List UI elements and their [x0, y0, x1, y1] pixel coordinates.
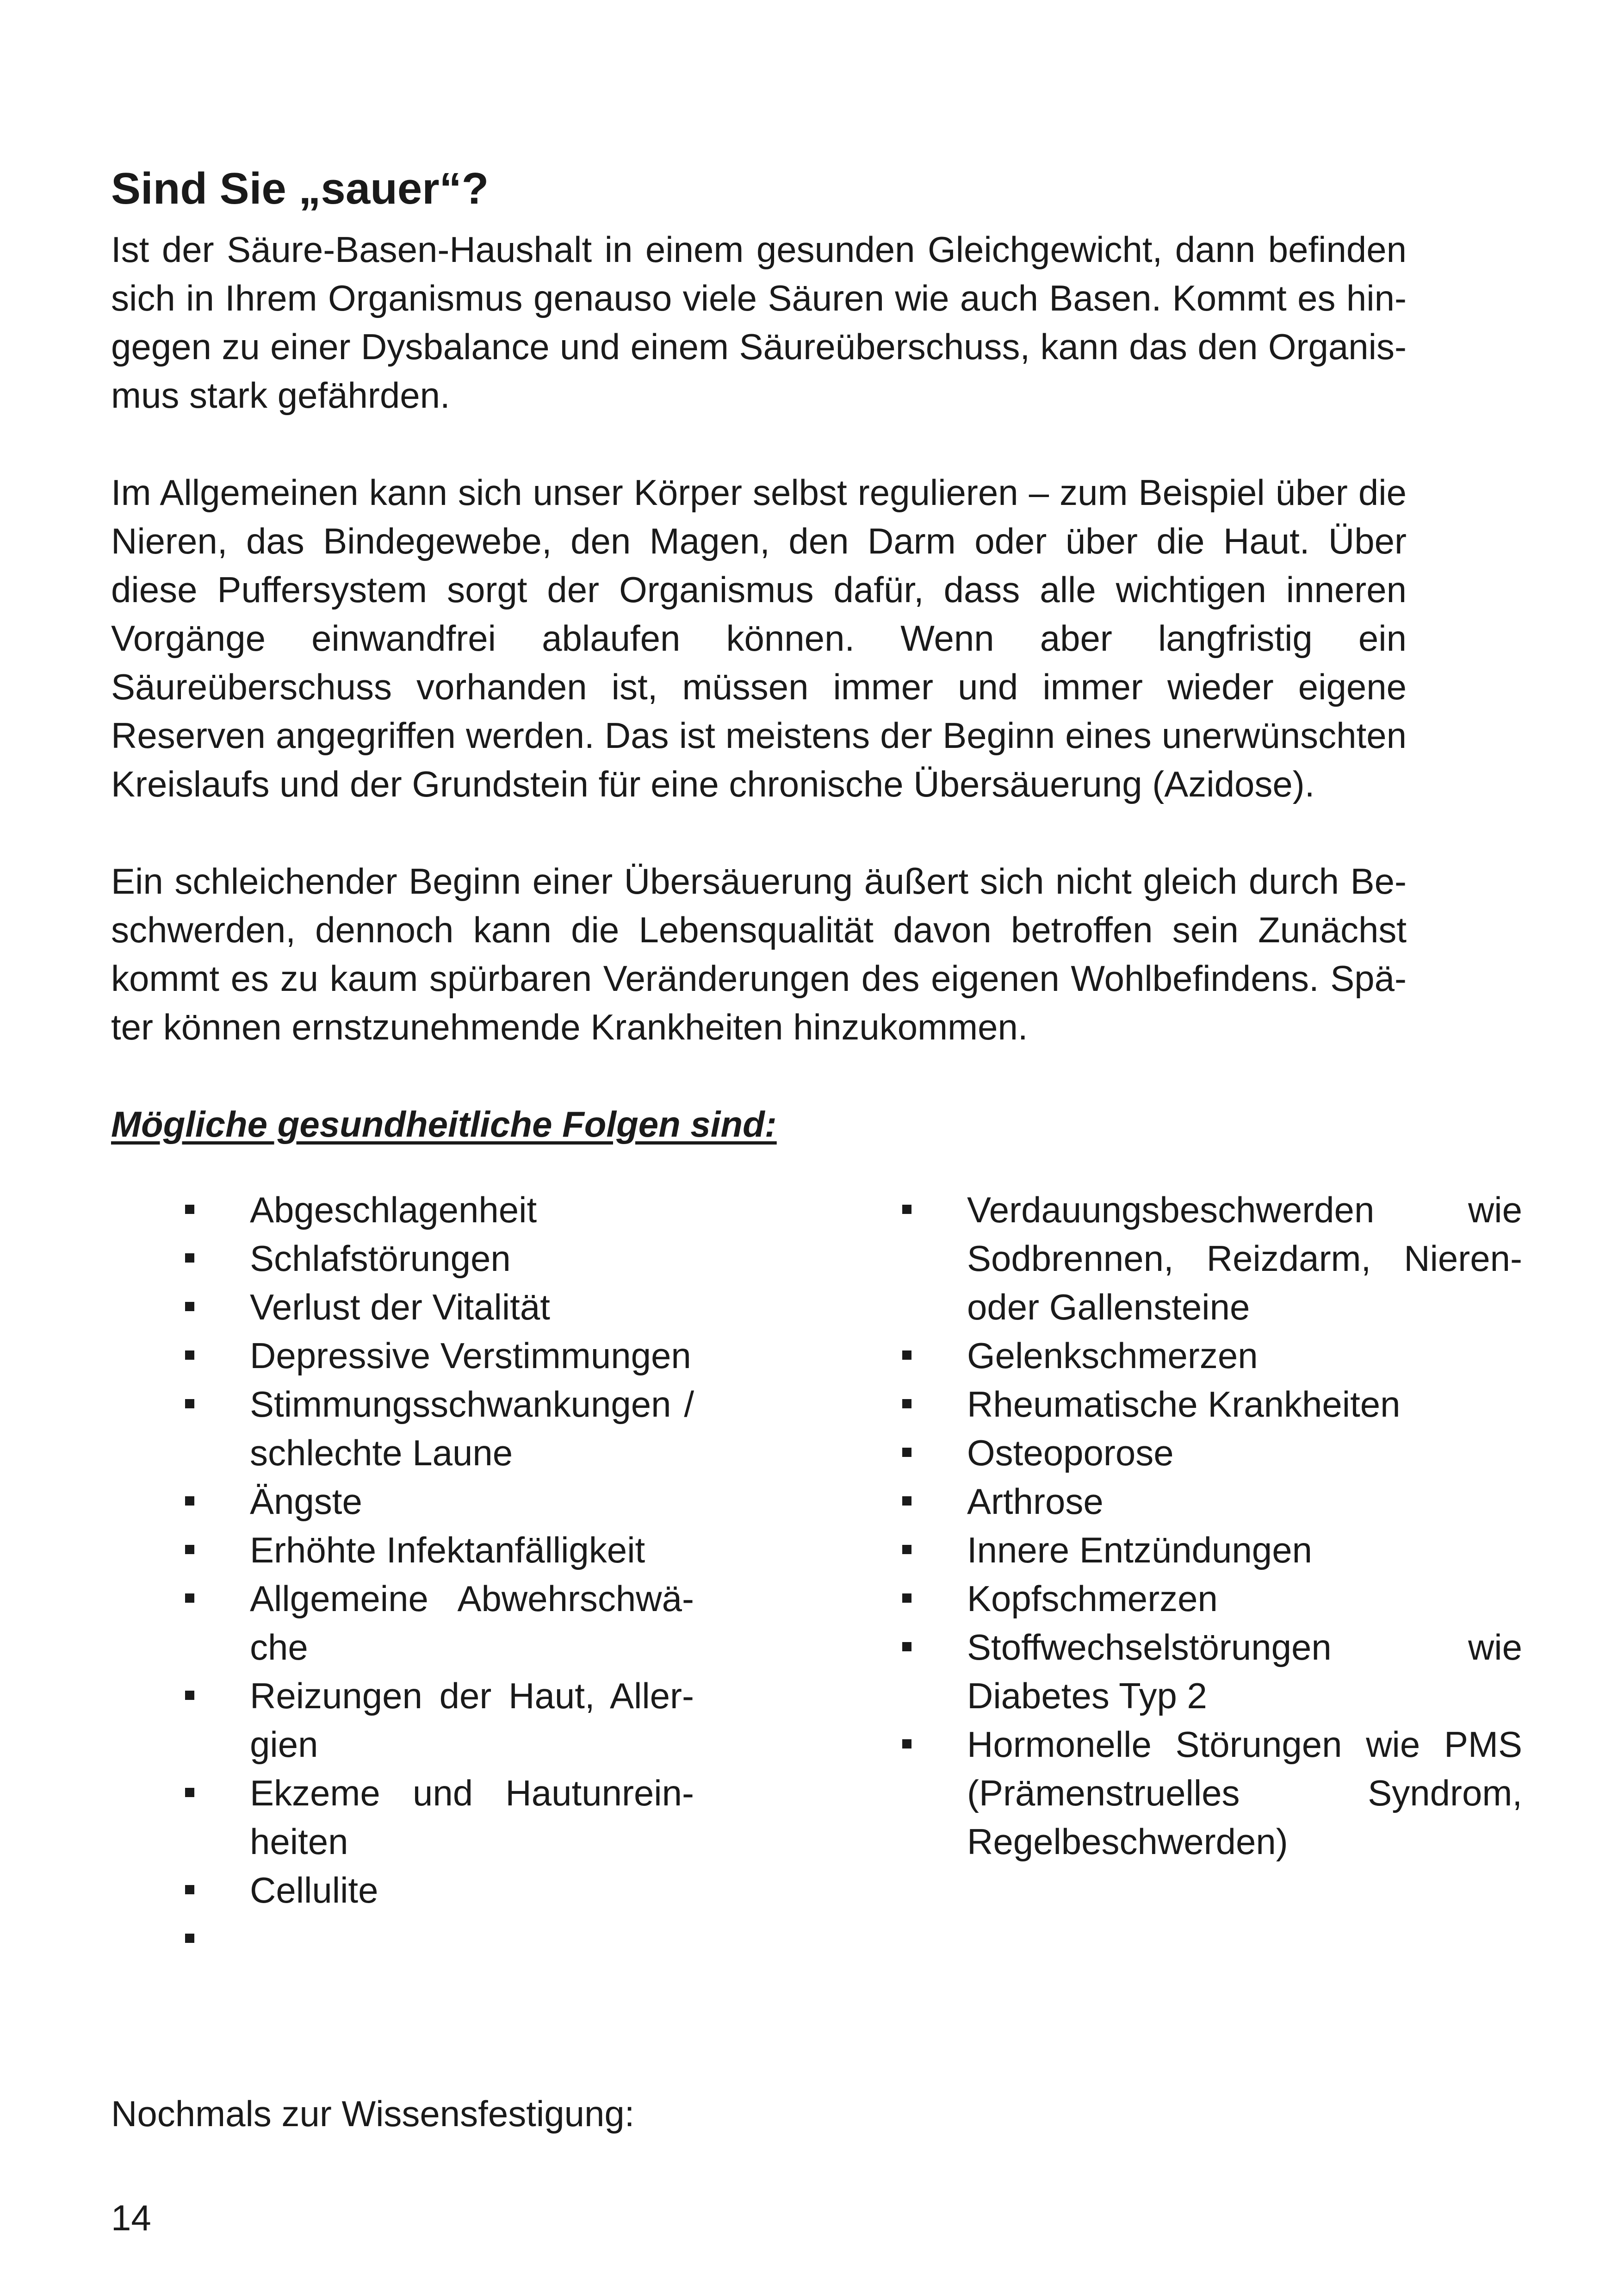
list-item	[111, 1915, 694, 1963]
paragraph-3: Ein schleichender Beginn einer Übersäuerung äußert sich nicht gleich durch Beschwerden, dennoch kann die Lebensqualität davon betroffen sein Zunächst kommt es zu kaum spürbaren Veränderungen des eigenen Wohlbefindens. Später können ernstzunehmende Krankheiten hinzukommen.	[111, 861, 1407, 1048]
list-item-text: Stimmungsschwankungen / schlechte Laune	[250, 1384, 694, 1474]
square-bullet-icon	[185, 1350, 194, 1360]
square-bullet-icon	[185, 1205, 194, 1214]
list-item	[828, 1623, 1522, 1720]
list-item-text: Schlafstörungen	[250, 1238, 511, 1279]
list-item-text: Hormonelle Störungen wie PMS (Prämenstruelles Syndrom, Regelbeschwerden)	[967, 1724, 1522, 1862]
square-bullet-icon	[185, 1496, 194, 1506]
list-item-text: Depressive Verstimmungen	[250, 1335, 691, 1376]
square-bullet-icon	[185, 1788, 194, 1797]
list-item	[111, 1672, 694, 1769]
square-bullet-icon	[902, 1593, 911, 1603]
square-bullet-icon	[185, 1302, 194, 1311]
square-bullet-icon	[902, 1205, 911, 1214]
list-item-text: Ekzeme und Hautunreinheiten	[250, 1773, 694, 1862]
list-item	[828, 1574, 1522, 1623]
square-bullet-icon	[902, 1448, 911, 1457]
list-item	[111, 1866, 694, 1915]
list-item	[828, 1332, 1522, 1380]
page-title: Sind Sie „sauer“?	[111, 164, 489, 213]
list-item	[111, 1477, 694, 1526]
list-item	[828, 1720, 1522, 1866]
closing-line: Nochmals zur Wissensfestigung:	[111, 2093, 635, 2134]
square-bullet-icon	[185, 1885, 194, 1894]
list-item-text: Rheumatische Krankheiten	[967, 1384, 1401, 1425]
list-left	[111, 1186, 694, 1963]
list-item-text: Stoffwechselstörungen wie Diabetes Typ 2	[967, 1627, 1522, 1717]
list-item-text: Reizungen der Haut, Allergien	[250, 1675, 694, 1765]
list-item-text: Abgeschlagenheit	[250, 1189, 537, 1231]
list-item-text: Cellulite	[250, 1870, 378, 1911]
page-number: 14	[111, 2197, 151, 2238]
list-item	[111, 1332, 694, 1380]
list-item-text: Innere Entzündungen	[967, 1530, 1312, 1571]
list-item-text: Osteoporose	[967, 1432, 1174, 1474]
list-item-text: Gelenkschmerzen	[967, 1335, 1258, 1376]
paragraph-1: Ist der Säure-Basen-Haushalt in einem gesunden Gleichgewicht, dann befinden sich in Ihrem Organismus genauso viele Säuren wie auch Basen. Kommt es hingegen zu einer Dysbalance und einem Säureüberschuss, kann das den Organismus stark gefährden.	[111, 229, 1407, 416]
list-item	[111, 1380, 694, 1477]
list-item	[828, 1380, 1522, 1429]
consequences-lists	[111, 1186, 1522, 2111]
list-item-text: Verdauungsbeschwerden wie Sodbrennen, Reizdarm, Nieren- oder Gallensteine	[967, 1189, 1522, 1328]
square-bullet-icon	[185, 1253, 194, 1263]
list-item-text: Arthrose	[967, 1481, 1103, 1522]
list-item-text: Verlust der Vitalität	[250, 1287, 550, 1328]
list-item	[111, 1769, 694, 1866]
square-bullet-icon	[902, 1739, 911, 1748]
square-bullet-icon	[185, 1399, 194, 1408]
list-right	[828, 1186, 1522, 1866]
list-item	[828, 1526, 1522, 1574]
list-item	[111, 1234, 694, 1283]
square-bullet-icon	[902, 1350, 911, 1360]
square-bullet-icon	[185, 1593, 194, 1603]
square-bullet-icon	[185, 1691, 194, 1700]
square-bullet-icon	[185, 1934, 194, 1943]
square-bullet-icon	[902, 1496, 911, 1506]
list-item-text: Kopfschmerzen	[967, 1578, 1218, 1619]
list-item	[111, 1526, 694, 1574]
list-item-text: Ängste	[250, 1481, 362, 1522]
square-bullet-icon	[902, 1545, 911, 1554]
list-item	[828, 1186, 1522, 1332]
list-item	[111, 1186, 694, 1234]
list-item	[111, 1574, 694, 1672]
list-item	[111, 1283, 694, 1332]
list-item	[828, 1477, 1522, 1526]
section-subheading: Mögliche gesundheitliche Folgen sind:	[111, 1104, 777, 1145]
list-item	[828, 1429, 1522, 1477]
square-bullet-icon	[185, 1545, 194, 1554]
list-item-text: Allgemeine Abwehrschwäche	[250, 1578, 694, 1668]
list-item-text: Erhöhte Infektanfälligkeit	[250, 1530, 645, 1571]
square-bullet-icon	[902, 1399, 911, 1408]
square-bullet-icon	[902, 1642, 911, 1651]
page-body	[111, 162, 1522, 2111]
paragraph-2: Im Allgemeinen kann sich unser Körper selbst regulieren – zum Beispiel über die Nieren, das Bindegewebe, den Magen, den Darm oder über die Haut. Über diese Puffersystem sorgt der Organismus dafür, dass alle wichtigen inneren Vorgänge einwandfrei ablaufen können. Wenn aber langfristig ein Säureüberschuss vorhanden ist, müssen immer und immer wieder eigene Reserven angegriffen werden. Das ist meistens der Beginn eines unerwünschten Kreislaufs und der Grundstein für eine chronische Übersäuerung (Azidose).	[111, 472, 1407, 805]
